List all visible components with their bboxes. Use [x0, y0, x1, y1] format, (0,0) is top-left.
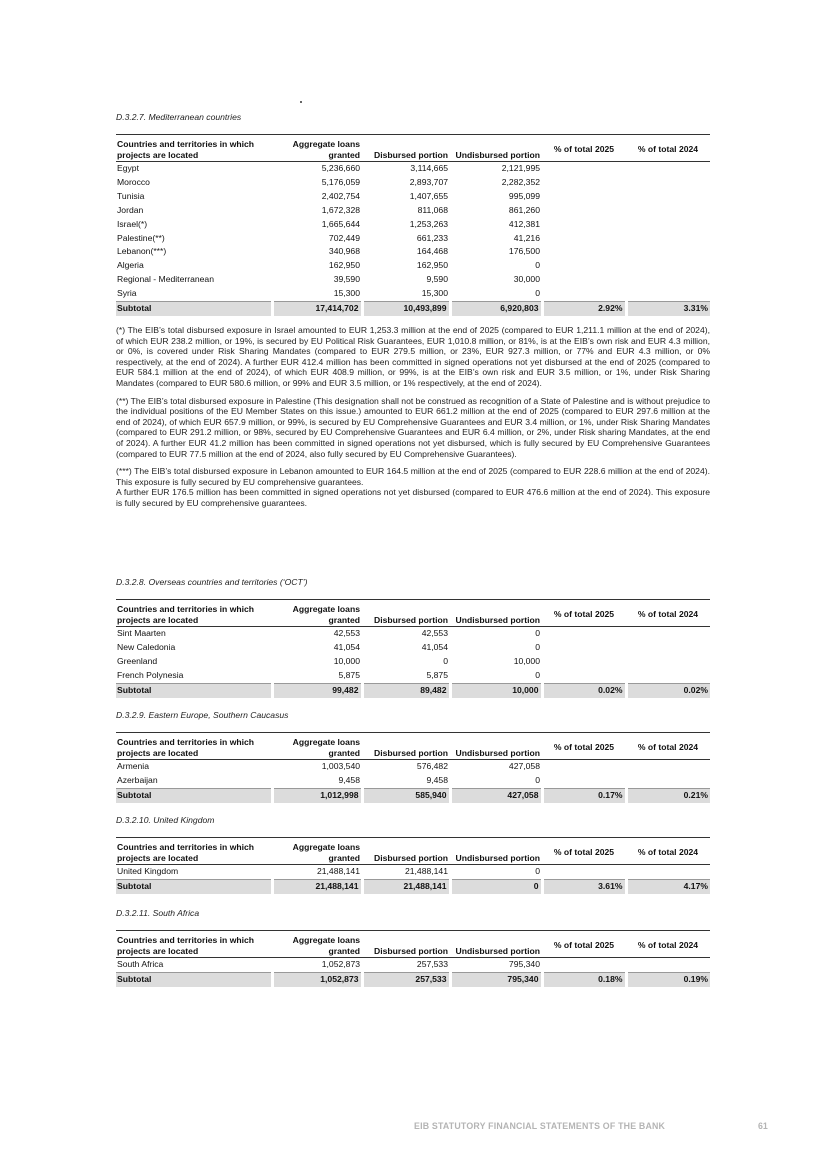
table-row — [116, 162, 710, 176]
cell-pct-2024 — [626, 218, 710, 232]
cell-aggregate: 1,665,644 — [321, 218, 360, 229]
cell-disbursed: 41,054 — [421, 641, 448, 652]
subtotal-label: Subtotal — [116, 879, 272, 893]
subtotal-pct-2025: 0.02% — [542, 683, 626, 697]
cell-disbursed: 9,458 — [426, 774, 448, 785]
table-row — [116, 259, 710, 273]
table-row — [116, 774, 710, 788]
cell-pct-2025 — [542, 259, 626, 273]
subtotal-row — [116, 683, 710, 697]
subtotal-row — [116, 788, 710, 802]
cell-undisbursed: 0 — [535, 774, 540, 785]
cell-disbursed: 1,253,263 — [409, 218, 448, 229]
exposure-table — [116, 134, 710, 316]
cell-disbursed: 1,407,655 — [409, 190, 448, 201]
cell-aggregate: 5,236,660 — [321, 163, 360, 173]
subtotal-aggregate: 99,482 — [272, 683, 362, 697]
header-country: Countries and territories in which projects are located — [116, 600, 272, 627]
cell-undisbursed: 995,099 — [508, 190, 540, 201]
subtotal-pct-2024: 3.31% — [626, 302, 710, 316]
cell-aggregate: 39,590 — [333, 274, 360, 285]
cell-disbursed: 164,468 — [416, 246, 448, 257]
subtotal-pct-2024: 0.21% — [626, 788, 710, 802]
cell-pct-2025 — [542, 655, 626, 669]
cell-pct-2024 — [626, 760, 710, 774]
header-country: Countries and territories in which projects are located — [116, 135, 272, 162]
subtotal-disbursed: 585,940 — [362, 788, 450, 802]
cell-pct-2024 — [626, 669, 710, 683]
footer-title: EIB STATUTORY FINANCIAL STATEMENTS OF THE BANK — [414, 1121, 666, 1131]
cell-aggregate: 162,950 — [328, 260, 360, 271]
cell-pct-2025 — [542, 760, 626, 774]
section-title: D.3.2.8. Overseas countries and territories (‘OCT’) — [116, 577, 308, 587]
cell-pct-2024 — [626, 273, 710, 287]
cell-aggregate: 340,968 — [328, 246, 360, 257]
section-title: D.3.2.10. United Kingdom — [116, 815, 215, 825]
section-united-kingdom — [116, 814, 710, 894]
cell-aggregate: 1,003,540 — [321, 761, 360, 771]
cell-aggregate: 2,402,754 — [321, 190, 360, 201]
cell-country: Armenia — [117, 761, 149, 771]
subtotal-label: Subtotal — [116, 788, 272, 802]
subtotal-label: Subtotal — [116, 972, 272, 986]
header-pct-2025: % of total 2025 — [542, 931, 626, 958]
table-row — [116, 655, 710, 669]
cell-country: Lebanon(***) — [117, 246, 167, 257]
header-aggregate: Aggregate loans granted — [272, 600, 362, 627]
cell-undisbursed: 795,340 — [508, 959, 540, 969]
subtotal-row — [116, 972, 710, 986]
cell-disbursed: 5,875 — [426, 669, 448, 680]
cell-pct-2025 — [542, 287, 626, 301]
header-aggregate: Aggregate loans granted — [272, 733, 362, 760]
header-undisbursed: Undisbursed portion — [450, 733, 542, 760]
subtotal-undisbursed: 10,000 — [450, 683, 542, 697]
cell-undisbursed: 0 — [535, 260, 540, 271]
header-pct-2025: % of total 2025 — [542, 838, 626, 865]
subtotal-aggregate: 1,012,998 — [272, 788, 362, 802]
table-slot — [116, 837, 710, 894]
cell-pct-2025 — [542, 273, 626, 287]
cell-undisbursed: 0 — [535, 669, 540, 680]
page-number: 61 — [758, 1121, 768, 1131]
cell-country: Jordan — [117, 204, 144, 215]
cell-country: Palestine(**) — [117, 232, 165, 243]
exposure-table — [116, 930, 710, 987]
footnote-lebanon: (***) The EIB’s total disbursed exposure in Lebanon amounted to EUR 164.5 million at the end of 2025 (compared to EUR 228.6 million at the end of 2024). This exposure is fully secured by EU comprehensive guarantees. — [116, 466, 710, 487]
cell-pct-2024 — [626, 204, 710, 218]
table-slot — [116, 134, 710, 316]
cell-pct-2024 — [626, 176, 710, 190]
cell-disbursed: 3,114,665 — [410, 163, 448, 173]
cell-disbursed: 576,482 — [416, 761, 448, 771]
table-row — [116, 865, 710, 880]
cell-pct-2025 — [542, 641, 626, 655]
subtotal-pct-2024: 4.17% — [626, 879, 710, 893]
table-row — [116, 176, 710, 190]
subtotal-disbursed: 10,493,899 — [362, 302, 450, 316]
cell-undisbursed: 30,000 — [513, 274, 540, 285]
stray-dot — [300, 101, 302, 103]
table-slot — [116, 599, 710, 698]
cell-disbursed: 811,068 — [417, 204, 448, 215]
cell-pct-2024 — [626, 958, 710, 973]
cell-disbursed: 21,488,141 — [404, 866, 448, 876]
section-title: D.3.2.7. Mediterranean countries — [116, 112, 242, 122]
table-row — [116, 669, 710, 683]
section-title: D.3.2.9. Eastern Europe, Southern Caucasus — [116, 710, 289, 720]
header-country: Countries and territories in which projects are located — [116, 931, 272, 958]
cell-pct-2025 — [542, 958, 626, 973]
table-row — [116, 273, 710, 287]
cell-aggregate: 5,875 — [338, 669, 360, 680]
cell-country: Egypt — [117, 163, 139, 173]
cell-disbursed: 257,533 — [416, 959, 448, 969]
subtotal-pct-2024: 0.02% — [626, 683, 710, 697]
cell-aggregate: 9,458 — [338, 774, 360, 785]
header-aggregate: Aggregate loans granted — [272, 135, 362, 162]
cell-pct-2024 — [626, 641, 710, 655]
cell-aggregate: 1,672,328 — [321, 204, 360, 215]
subtotal-disbursed: 89,482 — [362, 683, 450, 697]
header-disbursed: Disbursed portion — [362, 931, 450, 958]
cell-aggregate: 702,449 — [328, 232, 360, 243]
cell-country: French Polynesia — [117, 669, 184, 680]
header-pct-2025: % of total 2025 — [542, 733, 626, 760]
cell-disbursed: 661,233 — [416, 232, 448, 243]
subtotal-aggregate: 1,052,873 — [272, 972, 362, 986]
header-row — [116, 135, 710, 162]
section-title: D.3.2.11. South Africa — [116, 908, 200, 918]
subtotal-label: Subtotal — [116, 302, 272, 316]
cell-undisbursed: 0 — [535, 288, 540, 299]
header-pct-2024: % of total 2024 — [626, 733, 710, 760]
header-pct-2024: % of total 2024 — [626, 931, 710, 958]
header-row — [116, 600, 710, 627]
table-row — [116, 641, 710, 655]
cell-country: Azerbaijan — [117, 774, 158, 785]
cell-pct-2024 — [626, 259, 710, 273]
cell-undisbursed: 0 — [535, 641, 540, 652]
cell-undisbursed: 2,282,352 — [501, 176, 540, 187]
header-undisbursed: Undisbursed portion — [450, 838, 542, 865]
cell-pct-2024 — [626, 865, 710, 880]
table-row — [116, 204, 710, 218]
section-south-africa — [116, 907, 710, 987]
cell-pct-2025 — [542, 204, 626, 218]
subtotal-row — [116, 879, 710, 893]
cell-undisbursed: 176,500 — [508, 246, 540, 257]
cell-country: Israel(*) — [117, 218, 148, 229]
table-row — [116, 958, 710, 973]
subtotal-disbursed: 21,488,141 — [362, 879, 450, 893]
subtotal-aggregate: 17,414,702 — [272, 302, 362, 316]
subtotal-label: Subtotal — [116, 683, 272, 697]
cell-undisbursed: 10,000 — [513, 655, 540, 666]
subtotal-pct-2025: 2.92% — [542, 302, 626, 316]
cell-aggregate: 42,553 — [333, 628, 360, 638]
header-row — [116, 733, 710, 760]
header-disbursed: Disbursed portion — [362, 838, 450, 865]
exposure-table — [116, 837, 710, 894]
header-pct-2024: % of total 2024 — [626, 135, 710, 162]
cell-pct-2025 — [542, 190, 626, 204]
subtotal-undisbursed: 0 — [450, 879, 542, 893]
cell-country: New Caledonia — [117, 641, 176, 652]
cell-disbursed: 2,893,707 — [409, 176, 448, 187]
cell-undisbursed: 0 — [535, 866, 540, 876]
header-row — [116, 931, 710, 958]
cell-undisbursed: 41,216 — [513, 232, 540, 243]
footnote-israel: (*) The EIB’s total disbursed exposure in Israel amounted to EUR 1,253.3 million at the end of 2025 (compared to EUR 1,211.1 million at the end of 2024), of which EUR 238.2 million, or 19%, is secured by EU Political Risk Guarantees, EUR 1,010.8 million, or 81%, is at the EIB’s own risk and EUR 4.3 million, or 0%, is covered under Risk Sharing Mandates (compared to EUR 279.5 million, or 23%, EUR 927.3 million, or 77% and EUR 4.3 million, or 0% respectively, at the end of 2024). A further EUR 412.4 million has been committed in signed operations not yet disbursed at the end of 2025 (compared to EUR 584.1 million at the end of 2024), of which EUR 408.9 million, or 99%, is at the EIB’s own risk and EUR 3.5 million, or 1%, under Risk Sharing Mandates (compared to EUR 580.6 million, or 99% and EUR 3.5 million, or 1% respectively, at the end of 2024). — [116, 324, 710, 388]
subtotal-pct-2025: 3.61% — [542, 879, 626, 893]
cell-disbursed: 42,553 — [421, 628, 448, 638]
cell-pct-2024 — [626, 162, 710, 176]
cell-undisbursed: 427,058 — [508, 761, 540, 771]
cell-country: Sint Maarten — [117, 628, 166, 638]
cell-country: United Kingdom — [117, 866, 179, 876]
cell-undisbursed: 2,121,995 — [501, 163, 540, 173]
cell-aggregate: 41,054 — [333, 641, 360, 652]
header-country: Countries and territories in which projects are located — [116, 838, 272, 865]
header-pct-2025: % of total 2025 — [542, 135, 626, 162]
header-aggregate: Aggregate loans granted — [272, 838, 362, 865]
header-pct-2024: % of total 2024 — [626, 838, 710, 865]
cell-pct-2025 — [542, 218, 626, 232]
table-slot — [116, 930, 710, 987]
subtotal-undisbursed: 6,920,803 — [450, 302, 542, 316]
subtotal-row — [116, 302, 710, 316]
table-slot — [116, 732, 710, 803]
header-country: Countries and territories in which projects are located — [116, 733, 272, 760]
cell-undisbursed: 412,381 — [508, 218, 540, 229]
section-mediterranean — [116, 111, 710, 508]
header-disbursed: Disbursed portion — [362, 135, 450, 162]
table-row — [116, 760, 710, 774]
cell-country: South Africa — [117, 959, 164, 969]
cell-pct-2024 — [626, 190, 710, 204]
cell-aggregate: 5,176,059 — [321, 176, 360, 187]
header-disbursed: Disbursed portion — [362, 733, 450, 760]
table-row — [116, 232, 710, 246]
cell-pct-2025 — [542, 774, 626, 788]
cell-pct-2024 — [626, 287, 710, 301]
header-undisbursed: Undisbursed portion — [450, 135, 542, 162]
table-row — [116, 287, 710, 301]
cell-pct-2025 — [542, 245, 626, 259]
table-row — [116, 190, 710, 204]
header-row — [116, 838, 710, 865]
cell-disbursed: 162,950 — [416, 260, 448, 271]
table-row — [116, 218, 710, 232]
cell-pct-2025 — [542, 669, 626, 683]
header-pct-2025: % of total 2025 — [542, 600, 626, 627]
section-eastern-europe — [116, 709, 710, 803]
cell-country: Greenland — [117, 655, 158, 666]
header-undisbursed: Undisbursed portion — [450, 600, 542, 627]
cell-aggregate: 15,300 — [333, 288, 360, 299]
cell-disbursed: 0 — [443, 655, 448, 666]
subtotal-pct-2024: 0.19% — [626, 972, 710, 986]
cell-pct-2025 — [542, 232, 626, 246]
footnote-palestine: (**) The EIB’s total disbursed exposure in Palestine (This designation shall not be construed as recognition of a State of Palestine and is without prejudice to the individual positions of the EU Member States on this issue.) amounted to EUR 661.2 million at the end of 2025 (compared to EUR 297.6 million at the end of 2024), of which EUR 657.9 million, or 99%, is secured by EU Comprehensive Guarantees and EUR 3.4 million, or 1%, under Risk Sharing Mandates (compared to EUR 291.2 million, or 98%, secured by EU Comprehensive Guarantees and EUR 6.4 million, or 2%, under Risk sharing Mandates, at the end of 2024). A further EUR 41.2 million has been committed in signed operations not yet disbursed, which is fully secured by EU Comprehensive Guarantees (compared to EUR 77.5 million at the end of 2024, also fully secured by EU Comprehensive Guarantees). — [116, 395, 710, 459]
cell-pct-2025 — [542, 627, 626, 641]
cell-aggregate: 10,000 — [333, 655, 360, 666]
cell-pct-2025 — [542, 865, 626, 880]
cell-pct-2024 — [626, 627, 710, 641]
cell-pct-2024 — [626, 245, 710, 259]
cell-pct-2024 — [626, 774, 710, 788]
subtotal-disbursed: 257,533 — [362, 972, 450, 986]
header-disbursed: Disbursed portion — [362, 600, 450, 627]
cell-country: Algeria — [117, 260, 144, 271]
footnotes — [116, 325, 710, 509]
cell-aggregate: 1,052,873 — [321, 959, 360, 969]
exposure-table — [116, 599, 710, 698]
cell-aggregate: 21,488,141 — [316, 866, 360, 876]
header-aggregate: Aggregate loans granted — [272, 931, 362, 958]
table-row — [116, 627, 710, 641]
cell-disbursed: 15,300 — [421, 288, 448, 299]
cell-pct-2025 — [542, 162, 626, 176]
exposure-table — [116, 732, 710, 803]
cell-disbursed: 9,590 — [426, 274, 448, 285]
cell-undisbursed: 0 — [535, 628, 540, 638]
section-oct — [116, 576, 710, 698]
cell-pct-2024 — [626, 232, 710, 246]
subtotal-pct-2025: 0.18% — [542, 972, 626, 986]
header-pct-2024: % of total 2024 — [626, 600, 710, 627]
subtotal-aggregate: 21,488,141 — [272, 879, 362, 893]
cell-pct-2024 — [626, 655, 710, 669]
subtotal-undisbursed: 795,340 — [450, 972, 542, 986]
subtotal-undisbursed: 427,058 — [450, 788, 542, 802]
cell-country: Tunisia — [117, 190, 145, 201]
cell-undisbursed: 861,260 — [508, 204, 540, 215]
header-undisbursed: Undisbursed portion — [450, 931, 542, 958]
subtotal-pct-2025: 0.17% — [542, 788, 626, 802]
table-row — [116, 245, 710, 259]
cell-country: Regional - Mediterranean — [117, 274, 214, 285]
footnote-lebanon-cont: A further EUR 176.5 million has been committed in signed operations not yet disbursed (compared to EUR 476.6 million at the end of 2024). This exposure is fully secured by EU comprehensive guarantees. — [116, 487, 710, 508]
cell-country: Morocco — [117, 176, 150, 187]
cell-country: Syria — [117, 288, 137, 299]
cell-pct-2025 — [542, 176, 626, 190]
